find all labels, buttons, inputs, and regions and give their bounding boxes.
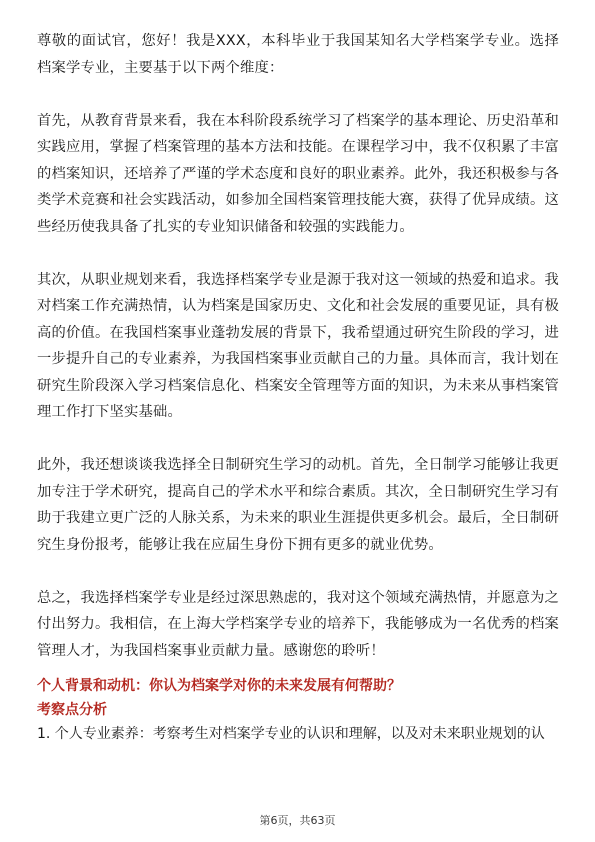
- analysis-item: 1. 个人专业素养：考察考生对档案学专业的认识和理解，以及对未来职业规划的认: [37, 726, 545, 742]
- question-heading: 个人背景和动机：你认为档案学对你的未来发展有何帮助？: [37, 678, 401, 694]
- page-footer: [0, 812, 595, 828]
- analysis-heading: 考察点分析: [37, 702, 107, 718]
- paragraph-intro: 尊敬的面试官，您好！我是XXX，本科毕业于我国某知名大学档案学专业。选择档案学专业，主要基于以下两个维度：: [37, 33, 559, 76]
- document-body: [37, 28, 559, 746]
- page-number: 第6页，共63页: [259, 814, 336, 827]
- paragraph-education: 首先，从教育背景来看，我在本科阶段系统学习了档案学的基本理论、历史沿革和实践应用，掌握了档案管理的基本方法和技能。在课程学习中，我不仅积累了丰富的档案知识，还培养了严谨的学术态度和良好的职业素养。此外，我还积极参与各类学术竞赛和社会实践活动，如参加全国档案管理技能大赛，获得了优异成绩。这些经历使我具备了扎实的专业知识储备和较强的实践能力。: [37, 112, 559, 235]
- paragraph-motivation: 此外，我还想谈谈我选择全日制研究生学习的动机。首先，全日制学习能够让我更加专注于学术研究，提高自己的学术水平和综合素质。其次，全日制研究生学习有助于我建立更广泛的人脉关系，为未来的职业生涯提供更多机会。最后，全日制研究生身份报考，能够让我在应届生身份下拥有更多的就业优势。: [37, 457, 559, 553]
- paragraph-conclusion: 总之，我选择档案学专业是经过深思熟虑的，我对这个领域充满热情，并愿意为之付出努力。我相信，在上海大学档案学专业的培养下，我能够成为一名优秀的档案管理人才，为我国档案事业贡献力量。感谢您的聆听！: [37, 589, 559, 659]
- paragraph-career: 其次，从职业规划来看，我选择档案学专业是源于我对这一领域的热爱和追求。我对档案工作充满热情，认为档案是国家历史、文化和社会发展的重要见证，具有极高的价值。在我国档案事业蓬勃发展的背景下，我希望通过研究生阶段的学习，进一步提升自己的专业素养，为我国档案事业贡献自己的力量。具体而言，我计划在研究生阶段深入学习档案信息化、档案安全管理等方面的知识，为未来从事档案管理工作打下坚实基础。: [37, 271, 559, 420]
